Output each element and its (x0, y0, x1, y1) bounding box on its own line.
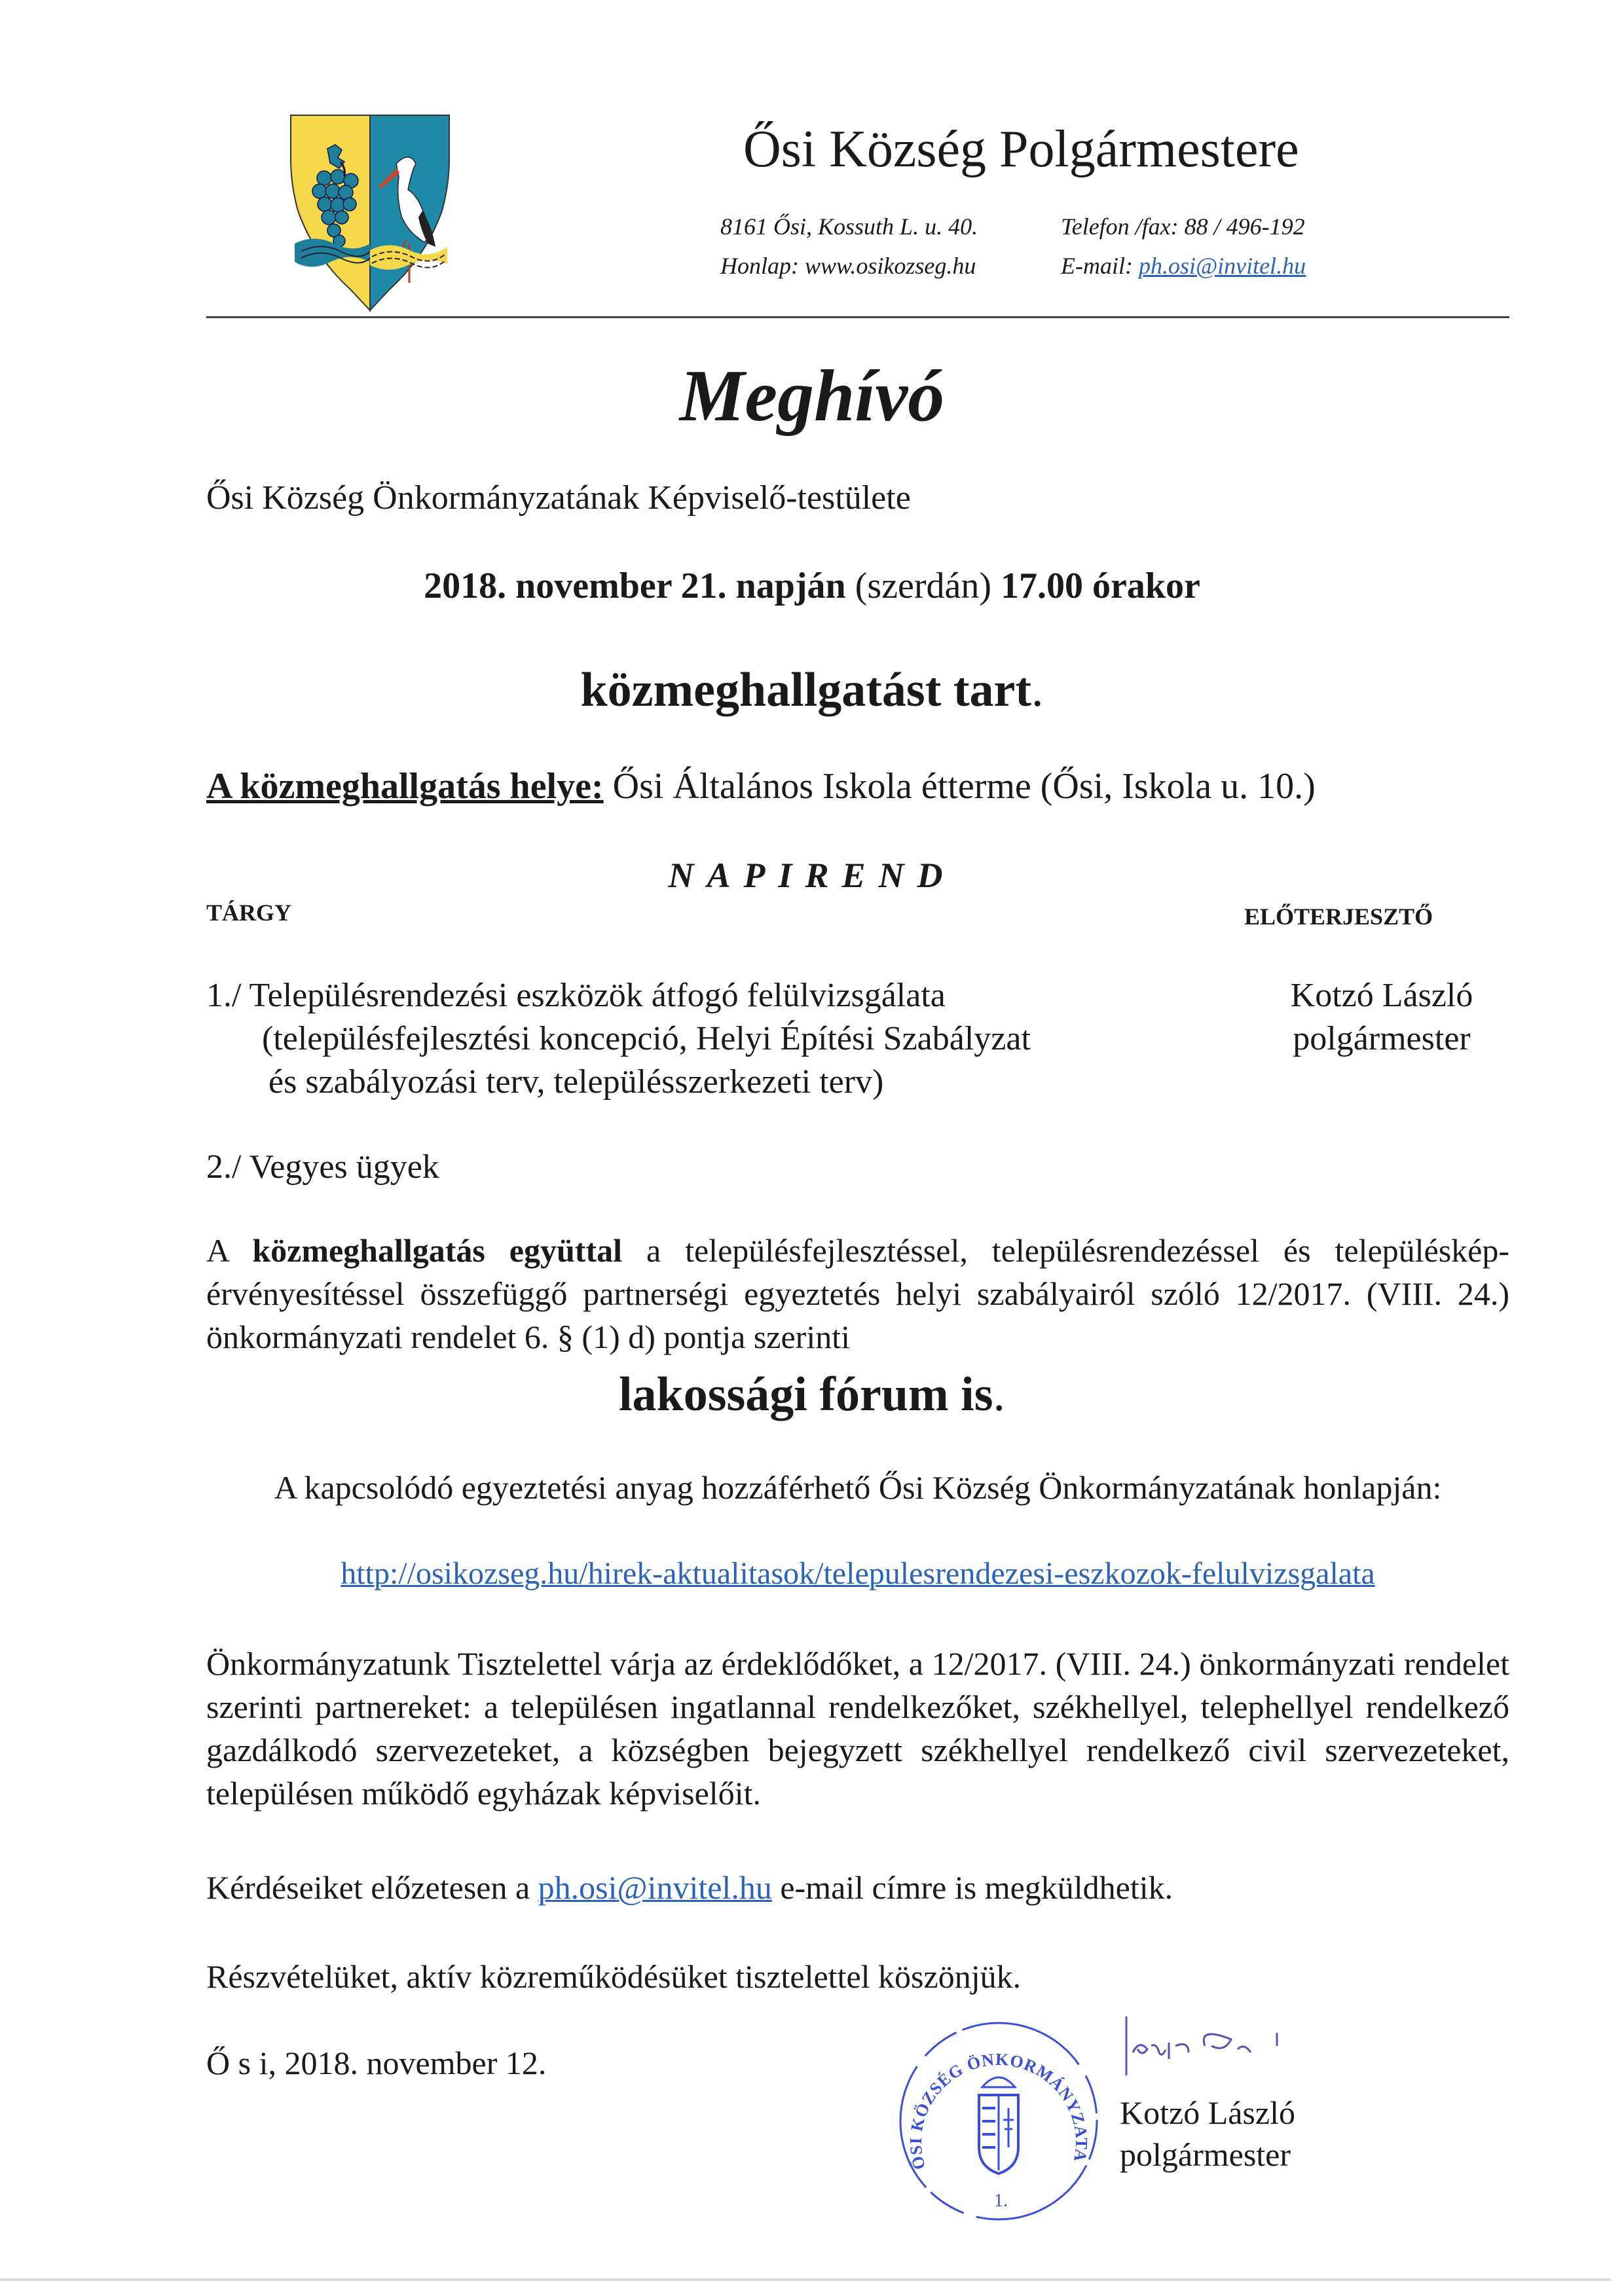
scan-edge (0, 2278, 1611, 2281)
stamp-text: ŐSI KÖZSÉG ÖNKORMÁNYZATA (906, 2049, 1092, 2172)
agenda-title: NAPIREND (668, 856, 956, 895)
questions-before: Kérdéseiket előzetesen a (206, 1869, 530, 1906)
body-organization: Ősi Község Önkormányzatának Képviselő-testülete (206, 479, 911, 517)
agenda-item (206, 974, 1202, 1104)
meeting-time: 17.00 órakor (1001, 566, 1200, 606)
hearing-text: közmeghallgatást tart (580, 663, 1031, 717)
presenter-name: Kotzó László (1290, 977, 1473, 1014)
meeting-date: 2018. november 21. napján (424, 566, 846, 606)
questions-line (206, 1867, 1173, 1908)
venue-line (206, 765, 1516, 808)
thanks-line: Részvételüket, aktív közreműködésüket tisztelettel köszönjük. (206, 1958, 1022, 1995)
forum-text: lakossági fórum is (618, 1368, 993, 1421)
presenter-role: polgármester (1293, 1020, 1471, 1057)
handwritten-signature-icon (1113, 2013, 1362, 2092)
agenda-item-presenter (1244, 974, 1519, 1061)
meeting-datetime (0, 564, 1624, 608)
agenda-item-line: és szabályozási terv, településszerkezeti terv) (268, 1063, 884, 1101)
office-homepage: Honlap: www.osikozseg.hu (720, 253, 976, 279)
invitees-paragraph: Önkormányzatunk Tisztelettel várja az érdeklődőket, a 12/2017. (VIII. 24.) önkormányzati rendelet szerinti partnereket: a településen ingatlannal rendelkezőket, székhellyel, telephellyel rendelkező gazdálkodó szervezeteket, a községben bejegyzett székhellyel rendelkező civil szervezeteket, településen működő egyházak képviselőit. (206, 1645, 1509, 1812)
para-bold: közmeghallgatás együttal (252, 1232, 622, 1269)
agenda-item-line: (településfejlesztési koncepció, Helyi Építési Szabályzat (262, 1020, 1031, 1057)
coat-of-arms-icon (288, 113, 452, 313)
para-rest: a településfejlesztéssel, településrendezéssel és településkép-érvényesítéssel összefüggő partnerségi egyeztetés helyi szabályairól szóló 12/2017. (VIII. 24.) önkormányzati rendelet 6. § (1) d) pontja szerinti (206, 1232, 1510, 1355)
venue-value: Ősi Általános Iskola étterme (Ősi, Iskola u. 10.) (612, 766, 1316, 807)
forum-heading (0, 1366, 1624, 1423)
agenda-column-presenter: ELŐTERJESZTŐ (1244, 903, 1433, 930)
forum-dot: . (993, 1368, 1005, 1421)
agenda-item: 2./ Vegyes ügyek (206, 1148, 439, 1186)
office-contact-block (720, 211, 1428, 282)
stamp-number: 1. (994, 2191, 1008, 2211)
access-text: A kapcsolódó egyeztetési anyag hozzáférhető Ősi Község Önkormányzatának honlapján: (274, 1469, 1442, 1506)
email-label: E-mail: (1061, 253, 1133, 279)
agenda-column-subject: TÁRGY (206, 900, 292, 926)
questions-after: e-mail címre is megküldhetik. (780, 1869, 1173, 1906)
hearing-heading (0, 661, 1624, 719)
place-and-date: Ő s i, 2018. november 12. (206, 2045, 547, 2081)
office-phone: Telefon /fax: 88 / 496-192 (1061, 213, 1305, 240)
agenda-item-line: 1./ Településrendezési eszközök átfogó felülvizsgálata (206, 977, 946, 1014)
para-lead: A (206, 1232, 229, 1269)
forum-paragraph (206, 1229, 1509, 1358)
meeting-day: (szerdán) (855, 566, 992, 606)
official-stamp-icon (891, 2016, 1107, 2226)
access-url-line (206, 1554, 1509, 1594)
signer-name: Kotzó László (1120, 2094, 1295, 2131)
venue-label: A közmeghallgatás helye: (206, 766, 604, 807)
office-title: Ősi Község Polgármestere (743, 120, 1299, 178)
office-address: 8161 Ősi, Kossuth L. u. 40. (720, 213, 978, 240)
header-divider (206, 316, 1509, 318)
material-url-link[interactable]: http://osikozseg.hu/hirek-aktualitasok/telepulesrendezesi-eszkozok-felulvizsgalata (341, 1556, 1375, 1591)
office-email-row (1061, 250, 1428, 282)
invitation-title: Meghívó (679, 355, 945, 437)
signer-block (1120, 2092, 1295, 2176)
signer-role: polgármester (1120, 2136, 1291, 2173)
questions-email-link[interactable]: ph.osi@invitel.hu (538, 1869, 772, 1906)
email-link[interactable]: ph.osi@invitel.hu (1138, 253, 1306, 279)
hearing-dot: . (1031, 663, 1044, 717)
